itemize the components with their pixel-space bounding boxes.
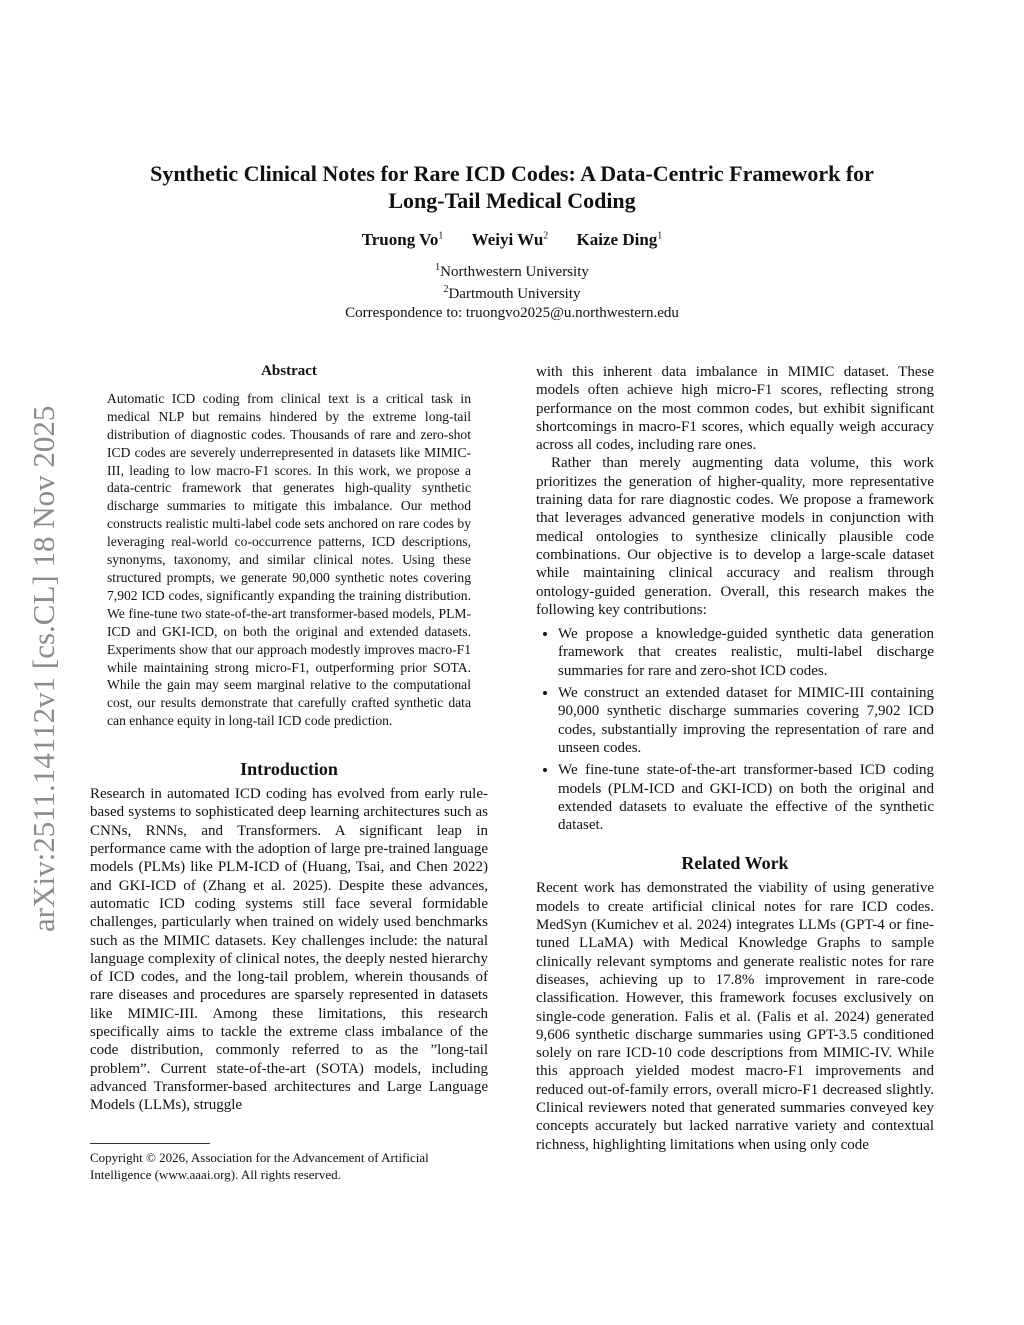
left-column [90, 363, 488, 1114]
copyright-footnote [90, 1143, 488, 1183]
contribution-item: • We propose a knowledge-guided synthetic data generation framework that creates realistic, multi-label discharge summaries for rare and zero-shot ICD codes. [558, 625, 934, 680]
right-column [536, 363, 934, 1154]
introduction-heading: Introduction [240, 759, 338, 780]
contribution-item: • We construct an extended dataset for MIMIC-III containing 90,000 synthetic discharge summaries covering 7,902 ICD codes, substantially improving the representation of rare and unseen codes. [558, 684, 934, 757]
introduction-paragraph-2: Rather than merely augmenting data volume, this work prioritizes the generation of higher-quality, more representative training data for rare diagnostic codes. We propose a framework that leverages advanced generative models in conjunction with medical ontologies to synthesize clinically plausible code combinations. Our objective is to develop a large-scale dataset while maintaining clinical accuracy and realism through ontology-guided generation. Overall, this research makes the following key contributions: [536, 455, 934, 618]
affiliation-2: $^2$Dartmouth University [443, 284, 581, 302]
abstract-section [90, 363, 488, 730]
correspondence: Correspondence to: truongvo2025@u.northwestern.edu [345, 305, 679, 321]
introduction-body-continued [536, 363, 934, 619]
copyright-text: Copyright © 2026, Association for the Advancement of Artificial Intelligence (www.aaai.org). All rights reserved. [90, 1150, 429, 1182]
abstract-heading: Abstract [261, 363, 317, 379]
contribution-list [536, 625, 934, 834]
introduction-paragraph-1: Research in automated ICD coding has evolved from early rule-based systems to sophisticated deep learning architectures such as CNNs, RNNs, and Transformers. A significant leap in performance came with the adoption of large pre-trained language models (PLMs) like PLM-ICD of (Huang, Tsai, and Chen 2022) and GKI-ICD of (Zhang et al. 2025). Despite these advances, automatic ICD coding systems still face several formidable challenges, particularly when trained on widely used benchmarks such as the MIMIC datasets. Key challenges include: the natural language complexity of clinical notes, the deeply nested hierarchy of ICD codes, and the long-tail problem, wherein thousands of rare diseases and procedures are sparsely represented in datasets like MIMIC-III. Among these limitations, this research specifically aims to tackle the extreme class imbalance of the code distribution, commonly referred to as the ”long-tail problem”. Current state-of-the-art (SOTA) models, including advanced Transformer-based architectures and Large Language Models (LLMs), struggle [90, 786, 488, 1114]
author-list [90, 230, 934, 250]
affiliation-1: $^1$Northwestern University [435, 262, 589, 280]
introduction-paragraph-1-continued: with this inherent data imbalance in MIMIC dataset. These models often achieve high micro-F1 scores, reflecting strong performance on the most common codes, but exhibit significant shortcomings in macro-F1 scores, which equally weigh accuracy across all codes, including rare ones. [536, 364, 934, 454]
paper-title-line-2: Long-Tail Medical Coding [388, 188, 636, 213]
paper-title-line-1: Synthetic Clinical Notes for Rare ICD Codes: A Data-Centric Framework for [150, 161, 874, 186]
paper-title [90, 160, 934, 214]
author-1: Truong Vo$^1$ [361, 230, 444, 249]
related-work-body [536, 879, 934, 1153]
author-2: Weiyi Wu$^2$ [471, 230, 549, 249]
footnote-divider [90, 1143, 210, 1144]
related-work-paragraph-1: Recent work has demonstrated the viability of using generative models to create artificial clinical notes for rare ICD codes. MedSyn (Kumichev et al. 2024) integrates LLMs (GPT-4 or fine-tuned LLaMA) with Medical Knowledge Graphs to sample clinically relevant symptoms and generate realistic notes for rare diseases, achieving up to 17.8% improvement in rare-code classification. However, this framework focuses exclusively on single-code generation. Falis et al. (Falis et al. 2024) generated 9,606 synthetic discharge summaries using GPT-3.5 conditioned solely on rare ICD-10 code descriptions from MIMIC-IV. While this approach yielded modest macro-F1 improvements and reduced out-of-family errors, overall micro-F1 decreased slightly. Clinical reviewers noted that generated summaries conveyed key concepts accurately but lacked narrative variety and contextual richness, highlighting limitations when using only code [536, 880, 934, 1153]
abstract-text: Automatic ICD coding from clinical text is a critical task in medical NLP but remains hindered by the extreme long-tail distribution of diagnostic codes. Thousands of rare and zero-shot ICD codes are severely underrepresented in datasets like MIMIC-III, leading to low macro-F1 scores. In this work, we propose a data-centric framework that generates high-quality synthetic discharge summaries to mitigate this imbalance. Our method constructs realistic multi-label code sets anchored on rare codes by leveraging real-world co-occurrence patterns, ICD descriptions, synonyms, taxonomy, and similar clinical notes. Using these structured prompts, we generate 90,000 synthetic notes covering 7,902 ICD codes, significantly expanding the training distribution. We fine-tune two state-of-the-art transformer-based models, PLM-ICD and GKI-ICD, on both the original and extended datasets. Experiments show that our approach modestly improves macro-F1 while maintaining strong micro-F1, outperforming prior SOTA. While the gain may seem marginal relative to the computational cost, our results demonstrate that carefully crafted synthetic data can enhance equity in long-tail ICD code prediction. [107, 390, 471, 729]
affiliations [90, 259, 934, 303]
contribution-item: • We fine-tune state-of-the-art transformer-based ICD coding models (PLM-ICD and GKI-ICD) on both the original and extended datasets to evaluate the effective of the synthetic dataset. [558, 761, 934, 834]
arxiv-identifier: arXiv:2511.14112v1 [cs.CL] 18 Nov 2025 [26, 405, 61, 933]
related-work-heading: Related Work [681, 853, 789, 874]
author-3: Kaize Ding$^1$ [576, 230, 663, 249]
introduction-body [90, 785, 488, 1114]
